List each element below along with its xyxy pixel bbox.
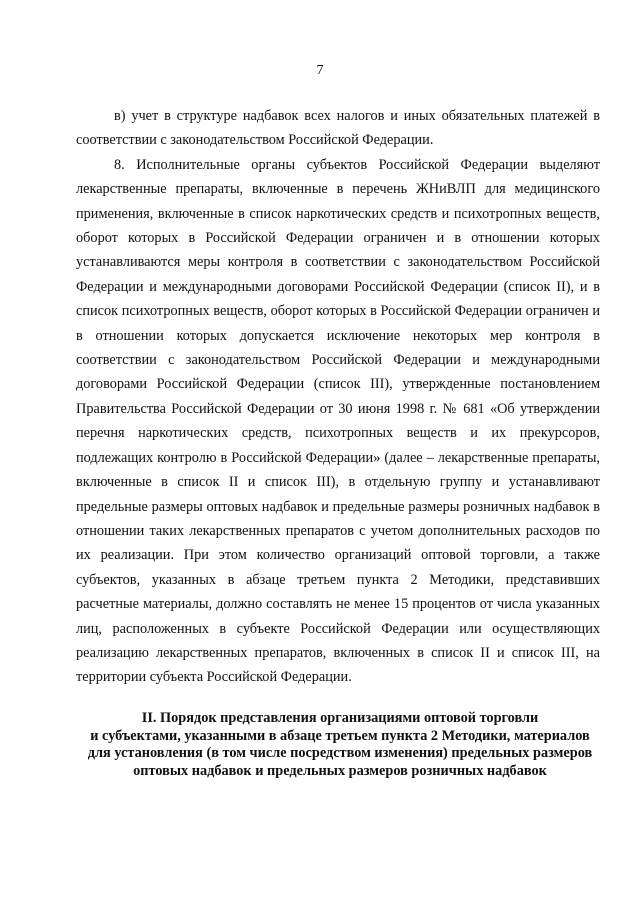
- section-heading-line: оптовых надбавок и предельных размеров розничных надбавок: [133, 762, 547, 779]
- section-heading: [60, 710, 620, 780]
- section-heading-line: II. Порядок представления организациями оптовой торговли: [141, 710, 539, 726]
- paragraph-item-v: в) учет в структуре надбавок всех налогов и иных обязательных платежей в соответствии с законодательством Российской Федерации.: [76, 108, 600, 149]
- body-text: [76, 104, 600, 690]
- section-heading-line: для установления (в том числе посредством изменения) предельных размеров: [87, 745, 593, 761]
- paragraph-item-8: 8. Исполнительные органы субъектов Российской Федерации выделяют лекарственные препараты, включенные в перечень ЖНиВЛП для медицинского применения, включенные в список наркотических средств и психотропных веществ, оборот которых в Российской Федерации ограничен и в отношении которых устанавливаются меры контроля в соответствии с законодательством Российской Федерации и международными договорами Российской Федерации (список II), и в список психотропных веществ, оборот которых в Российской Федерации ограничен и в отношении которых допускается исключение некоторых мер контроля в соответствии с законодательством Российской Федерации и международными договорами Российской Федерации (список III), утвержденные постановлением Правительства Российской Федерации от 30 июня 1998 г. № 681 «Об утверждении перечня наркотических средств, психотропных веществ и их прекурсоров, подлежащих контролю в Российской Федерации» (далее – лекарственные препараты, включенные в список II и список III), в отдельную группу и устанавливают предельные размеры оптовых надбавок и предельные размеры розничных надбавок в отношении таких лекарственных препаратов с учетом дополнительных расходов по их реализации. При этом количество организаций оптовой торговли, а также субъектов, указанных в абзаце третьем пункта 2 Методики, представивших расчетные материалы, должно составлять не менее 15 процентов от числа указанных лиц, расположенных в субъекте Российской Федерации или осуществляющих реализацию лекарственных препаратов, включенных в список II и список III, на территории субъекта Российской Федерации.: [76, 156, 600, 686]
- page-number: 7: [316, 63, 324, 78]
- section-heading-line: и субъектами, указанными в абзаце третьем пункта 2 Методики, материалов: [90, 727, 590, 744]
